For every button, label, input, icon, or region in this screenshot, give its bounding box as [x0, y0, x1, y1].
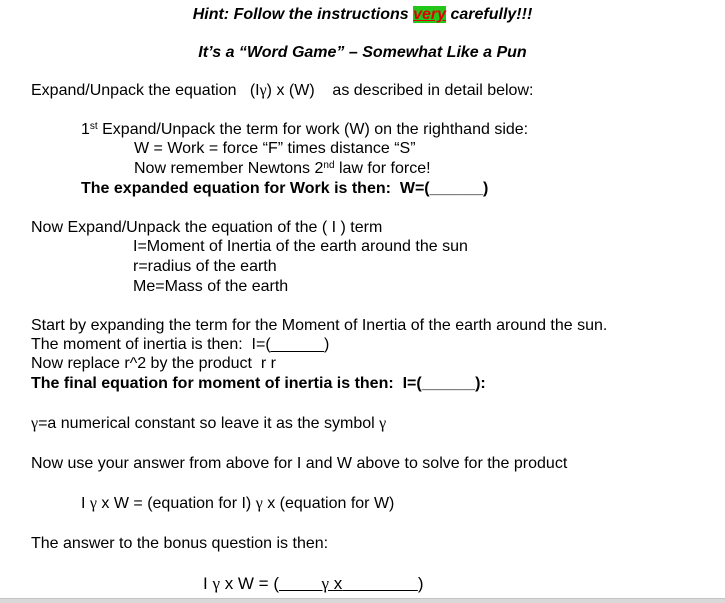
final-c: ) — [417, 574, 424, 593]
newton-sup: nd — [323, 160, 335, 171]
work-result: The expanded equation for Work is then: W=(______) — [81, 180, 489, 197]
step1-num: 1 — [81, 121, 90, 138]
blank-space — [279, 574, 322, 593]
def-mass: Me=Mass of the earth — [133, 278, 289, 295]
bottom-scroll-edge — [0, 598, 725, 603]
step1-sup: st — [89, 121, 98, 132]
hint-suffix: carefully!!! — [446, 6, 533, 23]
gamma-symbol: γ — [89, 495, 97, 512]
gamma-symbol: γ — [212, 574, 220, 593]
gamma-symbol: γ — [31, 415, 39, 432]
product-line — [81, 494, 394, 514]
newton-suffix: law for force! — [334, 160, 431, 177]
subtitle: It’s a “Word Game” – Somewhat Like a Pun — [198, 44, 527, 61]
gamma-symbol: γ — [255, 495, 263, 512]
gamma-symbol: γ — [259, 82, 267, 99]
final-x: x — [329, 574, 343, 593]
newton-prefix: Now remember Newtons 2 — [134, 160, 324, 177]
intro-prefix: Expand/Unpack the equation (I — [31, 82, 260, 99]
hint-highlight: very — [413, 6, 447, 23]
final-answer-line — [203, 574, 424, 594]
product-c: x (equation for W) — [262, 495, 395, 512]
product-b: x W = (equation for I) — [96, 495, 256, 512]
inertia-result: The final equation for moment of inertia is then: I=(______): — [31, 375, 486, 392]
def-radius: r=radius of the earth — [133, 258, 277, 275]
gamma-symbol: γ — [321, 574, 330, 593]
gamma-note — [31, 414, 386, 434]
intro-suffix: ) x (W) as described in detail below: — [266, 82, 534, 99]
step3-line1: Start by expanding the term for the Moment of Inertia of the earth around the sun. — [31, 317, 608, 334]
intro-line — [31, 81, 533, 101]
hint-prefix: Hint: Follow the instructions — [192, 6, 414, 23]
gamma-symbol: γ — [379, 415, 387, 432]
product-a: I — [81, 495, 90, 512]
work-definition: W = Work = force “F” times distance “S” — [134, 140, 416, 157]
final-b: x W = ( — [219, 574, 279, 593]
bonus-line: The answer to the bonus question is then: — [31, 535, 329, 552]
final-a: I — [203, 574, 213, 593]
step1-title — [81, 120, 528, 140]
step2-title: Now Expand/Unpack the equation of the ( I ) term — [31, 219, 383, 236]
step3-line2: The moment of inertia is then: I=(______) — [31, 336, 330, 353]
newton-line — [134, 159, 431, 179]
step3-line3: Now replace r^2 by the product r r — [31, 355, 276, 372]
step1-text: Expand/Unpack the term for work (W) on the righthand side: — [97, 121, 529, 138]
use-answer-line: Now use your answer from above for I and W above to solve for the product — [31, 455, 568, 472]
blank-space — [342, 574, 418, 593]
answer-blank — [279, 574, 418, 593]
gamma-note-text: =a numerical constant so leave it as the symbol — [38, 415, 380, 432]
def-inertia: I=Moment of Inertia of the earth around the sun — [133, 238, 468, 255]
hint-line — [0, 5, 725, 25]
